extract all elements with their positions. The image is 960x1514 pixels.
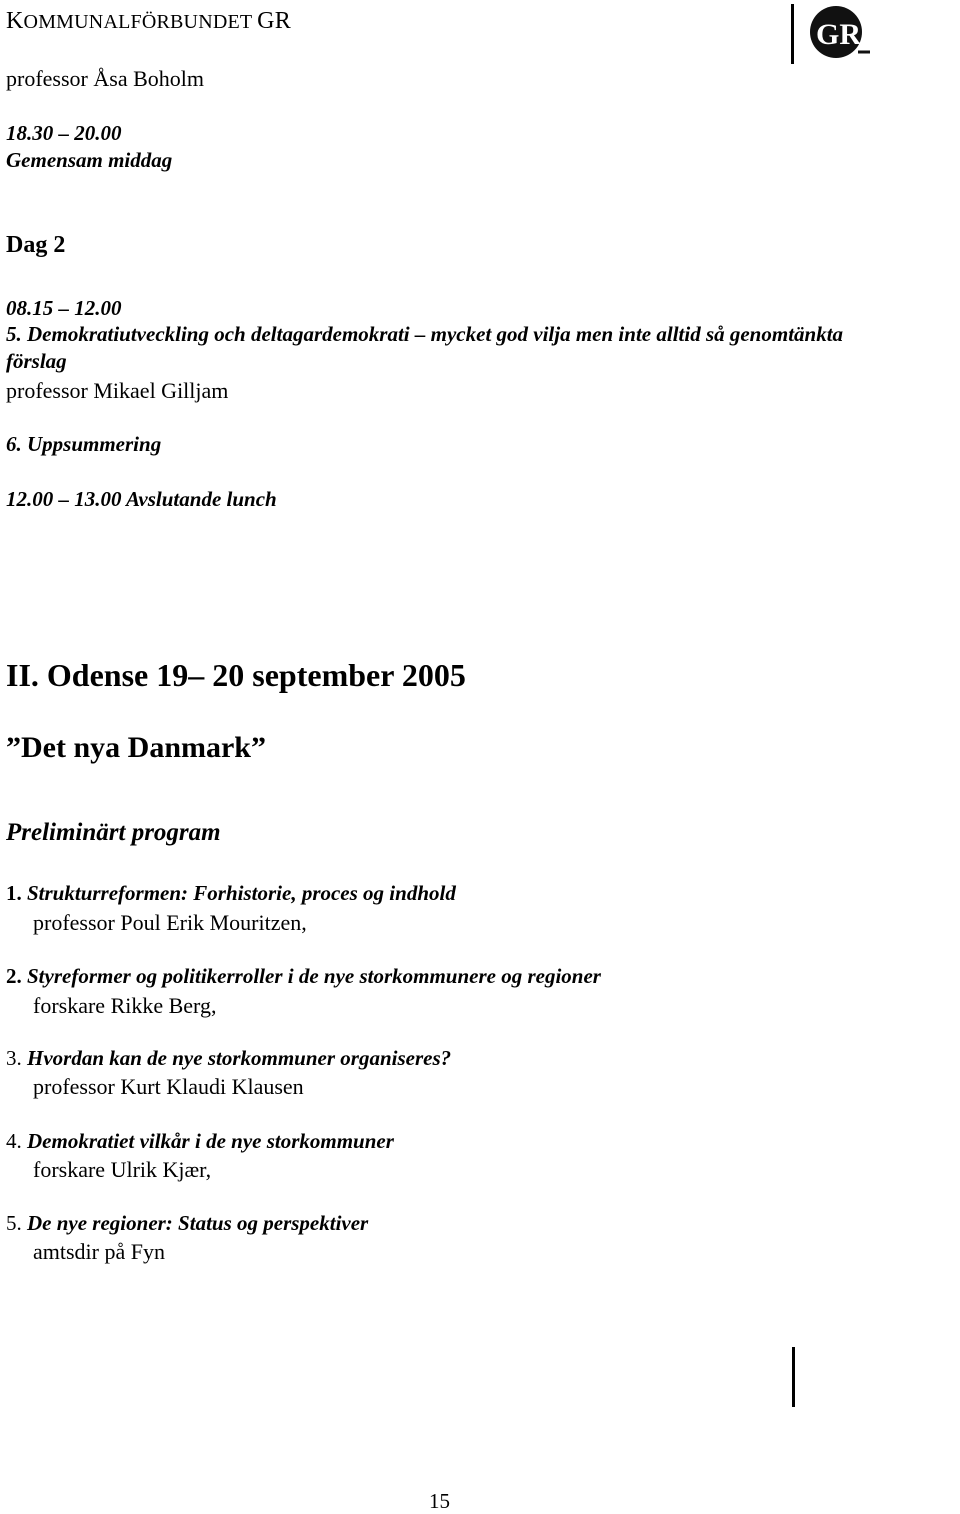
odense-subtitle: ”Det nya Danmark” (6, 731, 266, 764)
odense-heading: II. Odense 19– 20 september 2005 (6, 657, 466, 693)
page-number: 15 (429, 1489, 450, 1513)
program-item-3-title: 3. Hvordan kan de nye storkommuner organiseres? (6, 1046, 452, 1070)
footer-divider-line (792, 1347, 795, 1407)
item5-speaker: professor Mikael Gilljam (6, 378, 229, 403)
gr-logo-icon (808, 2, 872, 64)
speaker-line: professor Åsa Boholm (6, 66, 204, 91)
program-item-3-speaker: professor Kurt Klaudi Klausen (33, 1074, 304, 1099)
org-name-rest: OMMUNALFÖRBUNDET (23, 11, 252, 33)
program-item-1-speaker: professor Poul Erik Mouritzen, (33, 910, 307, 935)
day2-time: 08.15 – 12.00 (6, 296, 122, 320)
dinner-label: Gemensam middag (6, 148, 173, 172)
dinner-time: 18.30 – 20.00 (6, 121, 122, 145)
item5-title-line1: 5. Demokratiutveckling och deltagardemokrati – mycket god vilja men inte alltid så genomtänkta (6, 322, 844, 346)
program-item-1-title: 1. Strukturreformen: Forhistorie, proces og indhold (6, 881, 456, 905)
program-item-2-speaker: forskare Rikke Berg, (33, 993, 217, 1018)
item6-title: 6. Uppsummering (6, 432, 162, 456)
item5-title-line2: förslag (6, 349, 67, 373)
program-item-4-title: 4. Demokratiet vilkår i de nye storkommuner (6, 1129, 394, 1153)
day2-heading: Dag 2 (6, 232, 66, 258)
program-label: Preliminärt program (6, 819, 221, 846)
program-item-4-speaker: forskare Ulrik Kjær, (33, 1157, 212, 1182)
header-org-name (6, 8, 291, 35)
program-item-5-title: 5. De nye regioner: Status og perspektiver (6, 1211, 369, 1235)
org-name-initial: K (6, 8, 24, 34)
org-name-suffix: GR (257, 8, 291, 34)
svg-text:GR: GR (816, 18, 861, 51)
lunch-line: 12.00 – 13.00 Avslutande lunch (6, 487, 277, 511)
program-item-5-speaker: amtsdir på Fyn (33, 1239, 165, 1264)
header-divider-line (791, 4, 794, 64)
program-item-2-title: 2. Styreformer og politikerroller i de nye storkommunere og regioner (6, 964, 601, 988)
